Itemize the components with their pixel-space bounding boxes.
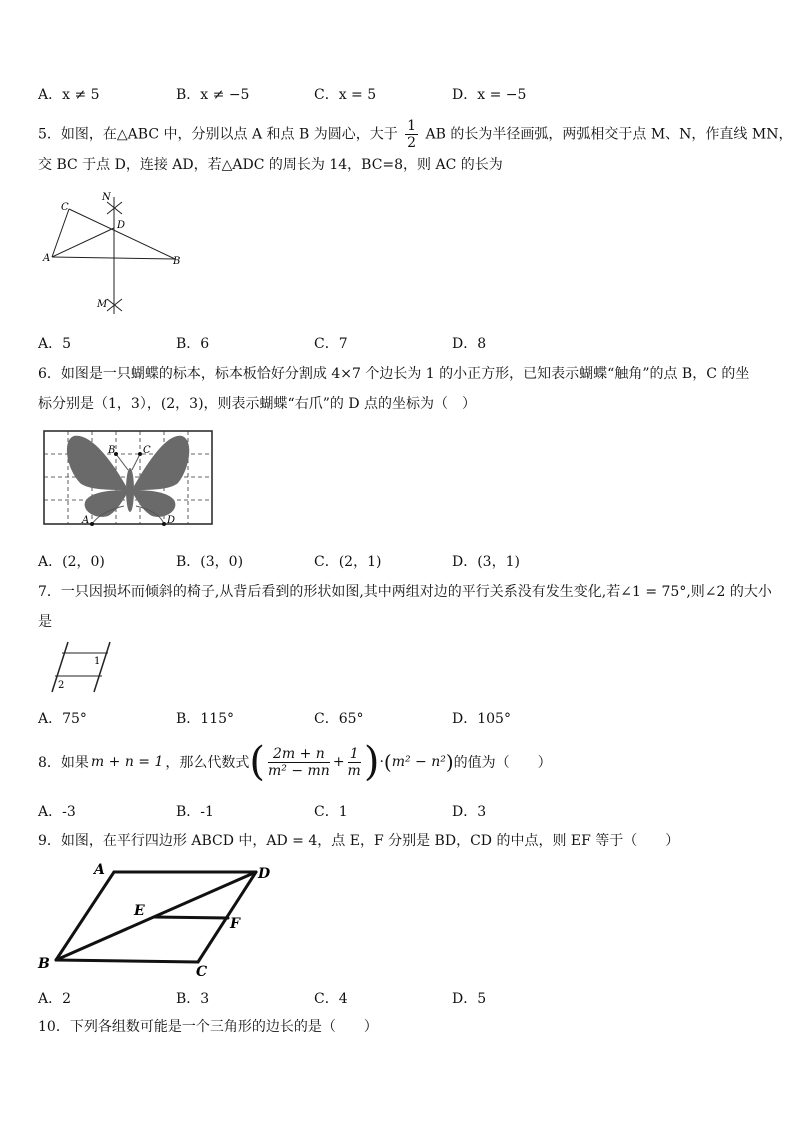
q4-option-c: C．x = 5 [314, 87, 377, 103]
q8-right-paren: ) [363, 739, 380, 785]
q5-text-post: AB 的长为半径画弧，两弧相交于点 M、N，作直线 MN， [425, 126, 793, 143]
q8-condition: m + n = 1 [90, 754, 164, 770]
q6-point-c [138, 452, 142, 456]
q7-chair-diagram [44, 640, 119, 695]
q8-frac1-den: m² − mn [268, 762, 330, 779]
q8-option-a: A．-3 [38, 804, 76, 820]
q8-mid: ，那么代数式 [165, 755, 250, 771]
q8-factor: m² − n² [391, 754, 446, 770]
q5-label-m: M [97, 299, 108, 310]
q7-line2: 是 [38, 614, 52, 630]
q9-option-c: C．4 [314, 991, 348, 1007]
q7-line1: 7．一只因损坏而倾斜的椅子,从背后看到的形状如图,其中两组对边的平行关系没有发生变化,若∠1 = 75°,则∠2 的大小 [38, 584, 772, 600]
q8-paren2-open: ( [383, 750, 392, 774]
q6-line2: 标分别是（1，3），(2，3)，则表示蝴蝶“右爪”的 D 点的坐标为（ ） [38, 396, 476, 412]
q5-option-a: A．5 [38, 336, 72, 352]
q6-line1: 6．如图是一只蝴蝶的标本，标本板恰好分割成 4×7 个边长为 1 的小正方形，已知表示蝴蝶“触角”的点 B，C 的坐 [38, 366, 750, 382]
q5-figure [40, 192, 190, 322]
q9-figure [36, 860, 286, 980]
q8-paren2-close: ) [445, 750, 454, 774]
q9-option-a: A．2 [38, 991, 72, 1007]
q9-label-e: E [134, 903, 145, 919]
q8-frac2-den: m [347, 762, 361, 779]
q7-option-d: D．105° [452, 711, 511, 727]
q5-option-b: B．6 [176, 336, 210, 352]
q6-label-b: B [108, 445, 116, 456]
q5-fraction [405, 118, 418, 151]
q8-prefix: 8．如果 [38, 755, 89, 771]
q7-option-c: C．65° [314, 711, 364, 727]
q8-suffix: 的值为（ ） [453, 755, 552, 771]
q6-body [126, 468, 134, 512]
q8-plus: + [332, 754, 345, 770]
q9-label-a: A [94, 862, 105, 878]
q6-butterfly-grid [40, 428, 215, 528]
q9-label-c: C [196, 964, 208, 980]
q7-angle-2-label: 2 [58, 680, 65, 691]
q5-frac-den: 2 [407, 135, 417, 151]
q7-angle-1-label: 1 [94, 656, 101, 667]
q10-line1: 10．下列各组数可能是一个三角形的边长的是（ ） [38, 1019, 378, 1035]
q8-frac2-num: 1 [348, 746, 361, 763]
q5-line1 [38, 118, 792, 151]
q8-option-c: C．1 [314, 804, 348, 820]
q5-frac-num: 1 [407, 118, 417, 134]
q9-line1: 9．如图，在平行四边形 ABCD 中，AD = 4，点 E，F 分别是 BD，CD 的中点，则 EF 等于（ ） [38, 833, 680, 849]
q8-dot: · [379, 754, 384, 770]
q9-label-b: B [38, 956, 50, 972]
q9-parallelogram-diagram [36, 860, 286, 980]
q6-label-a: A [82, 515, 90, 526]
q9-option-d: D．5 [452, 991, 487, 1007]
q6-label-c: C [143, 445, 151, 456]
q8-line [38, 740, 552, 784]
q4-option-a: A．x ≠ 5 [38, 87, 100, 103]
q6-option-a: A．(2，0) [38, 554, 105, 570]
q9-side-bc [56, 960, 198, 962]
q5-label-c: C [61, 202, 69, 213]
q7-figure [44, 640, 119, 695]
q9-segment-ef [154, 917, 228, 918]
q5-label-b: B [173, 256, 181, 267]
q8-frac1-num: 2m + n [268, 746, 330, 763]
q5-label-d: D [117, 220, 126, 231]
q9-label-d: D [258, 866, 271, 882]
q6-point-a [90, 522, 94, 526]
q8-fraction-2 [348, 746, 361, 779]
q7-option-b: B．115° [176, 711, 235, 727]
q8-fraction-1 [268, 746, 330, 779]
q6-option-d: D．(3，1) [452, 554, 520, 570]
q6-label-d: D [167, 515, 176, 526]
q6-point-d [162, 522, 166, 526]
q7-option-a: A．75° [38, 711, 87, 727]
q6-figure [40, 428, 215, 528]
q7-right-leg [94, 642, 110, 692]
q5-segment-cb [69, 209, 175, 259]
q6-option-c: C．(2，1) [314, 554, 382, 570]
q5-option-d: D．8 [452, 336, 487, 352]
q5-text-pre: 5．如图，在△ABC 中，分别以点 A 和点 B 为圆心，大于 [38, 126, 398, 143]
q8-left-paren: ( [249, 739, 265, 785]
q6-option-b: B．(3，0) [176, 554, 244, 570]
q5-label-n: N [102, 192, 111, 203]
q5-option-c: C．7 [314, 336, 348, 352]
q5-label-a: A [43, 253, 51, 264]
q9-option-b: B．3 [176, 991, 210, 1007]
q5-segment-ad [52, 228, 114, 257]
q5-line2: 交 BC 于点 D，连接 AD，若△ADC 的周长为 14，BC=8，则 AC 的长为 [38, 157, 503, 173]
q8-option-b: B．-1 [176, 804, 214, 820]
q4-option-d: D．x = −5 [452, 87, 527, 103]
q4-option-b: B．x ≠ −5 [176, 87, 250, 103]
q5-triangle-diagram [40, 192, 190, 322]
q9-label-f: F [230, 916, 240, 932]
q8-option-d: D．3 [452, 804, 487, 820]
